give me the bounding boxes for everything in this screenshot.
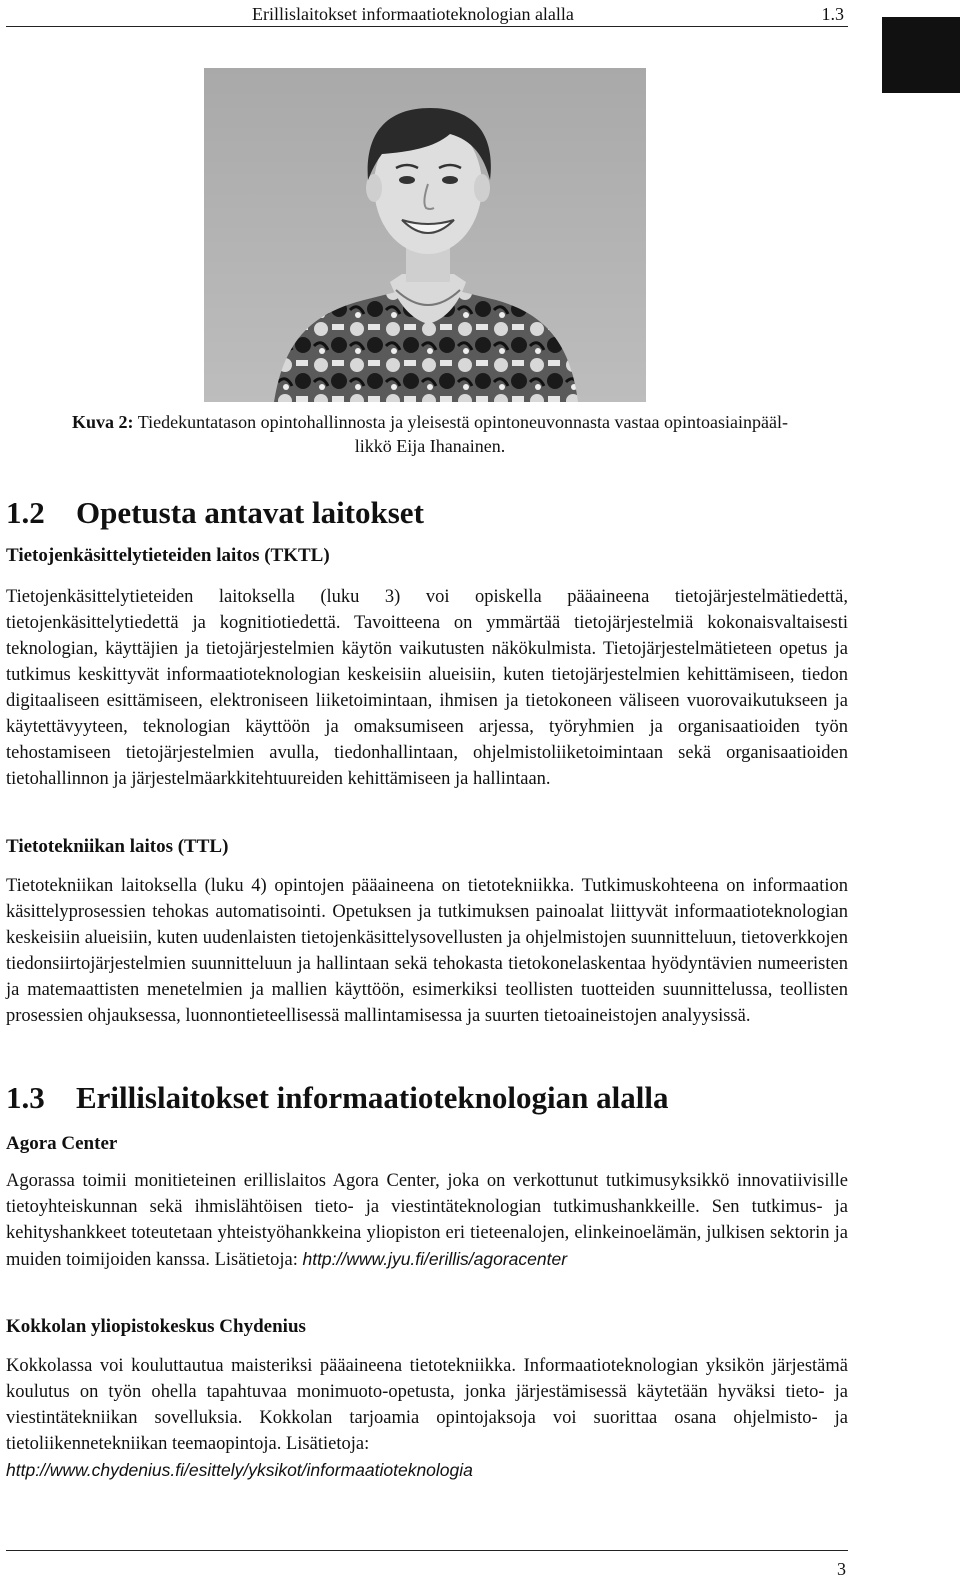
section-1-3-title: Erillislaitokset informaatioteknologian alalla <box>76 1080 669 1115</box>
running-header <box>6 6 848 27</box>
chydenius-text: Kokkolassa voi kouluttautua maisteriksi pääaineena tietotekniikka. Informaatioteknologian yksikön järjestämä koulutus on työn ohella tapahtuvaa monimuoto-opetusta, jonka järjestämisessä käytetään hyväksi tieto- ja viestintätekniikan sovelluksia. Kokkolan tarjoamia opintojaksoja voi suorittaa osana ohjelmisto- ja tietoliikennetekniikan teemaopintoja. Lisätietoja: <box>6 1356 848 1454</box>
agora-heading: Agora Center <box>6 1133 118 1154</box>
agora-link[interactable]: http://www.jyu.fi/erillis/agoracenter <box>302 1249 568 1269</box>
figure-caption <box>12 410 848 458</box>
agora-text: Agorassa toimii monitieteinen erillislaitos Agora Center, joka on verkottunut tutkimusyksikkö innovatiivisille tietoyhteiskunnan sekä ihmislähtöisen tieto- ja viestintäteknologian tutkimushankkeille. Sen tutkimus- ja kehityshankkeet toteutetaan yhteistyöhankkeina yliopiston eri tieteenalojen, elinkeinoelämän, julkisen sektorin ja muiden toimijoiden kanssa. Lisätietoja: <box>6 1171 848 1270</box>
section-1-2-number: 1.2 <box>6 495 45 530</box>
thumb-index-tab <box>882 17 960 93</box>
ttl-heading: Tietotekniikan laitos (TTL) <box>6 836 229 857</box>
figure-caption-text-line2: likkö Eija Ihanainen. <box>354 436 506 456</box>
figure-label: Kuva 2: <box>72 412 134 432</box>
section-1-3-heading <box>6 1080 668 1116</box>
page-number: 3 <box>837 1559 846 1579</box>
section-1-2-heading <box>6 495 424 531</box>
chydenius-link[interactable]: http://www.chydenius.fi/esittely/yksikot/informaatioteknologia <box>6 1460 473 1480</box>
tktl-paragraph: Tietojenkäsittelytieteiden laitoksella (luku 3) voi opiskella pääaineena tietojärjestelmätiedettä, tietojenkäsittelytiedettä ja kognitiotiedettä. Tavoitteena on ymmärtää tietojärjestelmiä kokonaisvaltaisesti teknologian, käyttäjien ja tietojärjestelmien käytön vaikutusten näkökulmista. Tietojärjestelmätieteen opetus ja tutkimus keskittyvät informaatioteknologian keskeisiin alueisiin, kuten tietojärjestelmien kehittämiseen, tiedon digitaaliseen esittämiseen, elektroniseen liiketoimintaan, ihmisen ja tietokoneen väliseen vuorovaikutukseen ja käytettävyyteen, teknologian käyttöön ja omaksumiseen arjessa, työryhmien ja organisaatioiden työn tehostamiseen tietojärjestelmien avulla, tiedonhallintaan, ohjelmistoliiketoimintaan sekä organisaatioiden tietohallinnon ja järjestelmäarkkitehtuureiden kehittämiseen ja hallintaan. <box>6 587 848 789</box>
chydenius-heading: Kokkolan yliopistokeskus Chydenius <box>6 1316 306 1337</box>
section-1-3-number: 1.3 <box>6 1080 45 1115</box>
ttl-paragraph: Tietotekniikan laitoksella (luku 4) opintojen pääaineena on tietotekniikka. Tutkimuskohteena on informaation käsittelyprosessien tehokas automatisointi. Opetuksen ja tutkimuksen painoalat liittyvät informaatioteknologian keskeisiin alueisiin, kuten uudenlaisten tietojenkäsittelysovellusten ja ohjelmistojen suunnitteluun, tietoverkkojen tiedonsiirtojärjestelmien suunnitteluun ja hallintaan sekä tehokasta tietokonelaskentaa hyödyntävien numeeristen ja matemaattisten menetelmien ja mallien käyttöön, esimerkiksi teollisten tuotteiden suunnittelussa, teollisten prosessien ohjauksessa, luonnontieteellisessä mallintamisessa ja suurten tietoaineistojen analyysissä. <box>6 876 848 1026</box>
chydenius-paragraph <box>6 1353 848 1484</box>
portrait-photo <box>204 68 646 402</box>
agora-paragraph <box>6 1168 848 1273</box>
tktl-heading: Tietojenkäsittelytieteiden laitos (TKTL) <box>6 545 330 566</box>
running-header-title: Erillislaitokset informaatioteknologian alalla <box>252 4 574 24</box>
footer-rule <box>6 1550 848 1551</box>
section-1-2-title: Opetusta antavat laitokset <box>76 495 424 530</box>
figure-caption-text-line1: Tiedekuntatason opintohallinnosta ja yleisestä opintoneuvonnasta vastaa opintoasiainpääl- <box>137 412 788 432</box>
running-header-section-number: 1.3 <box>821 4 844 24</box>
